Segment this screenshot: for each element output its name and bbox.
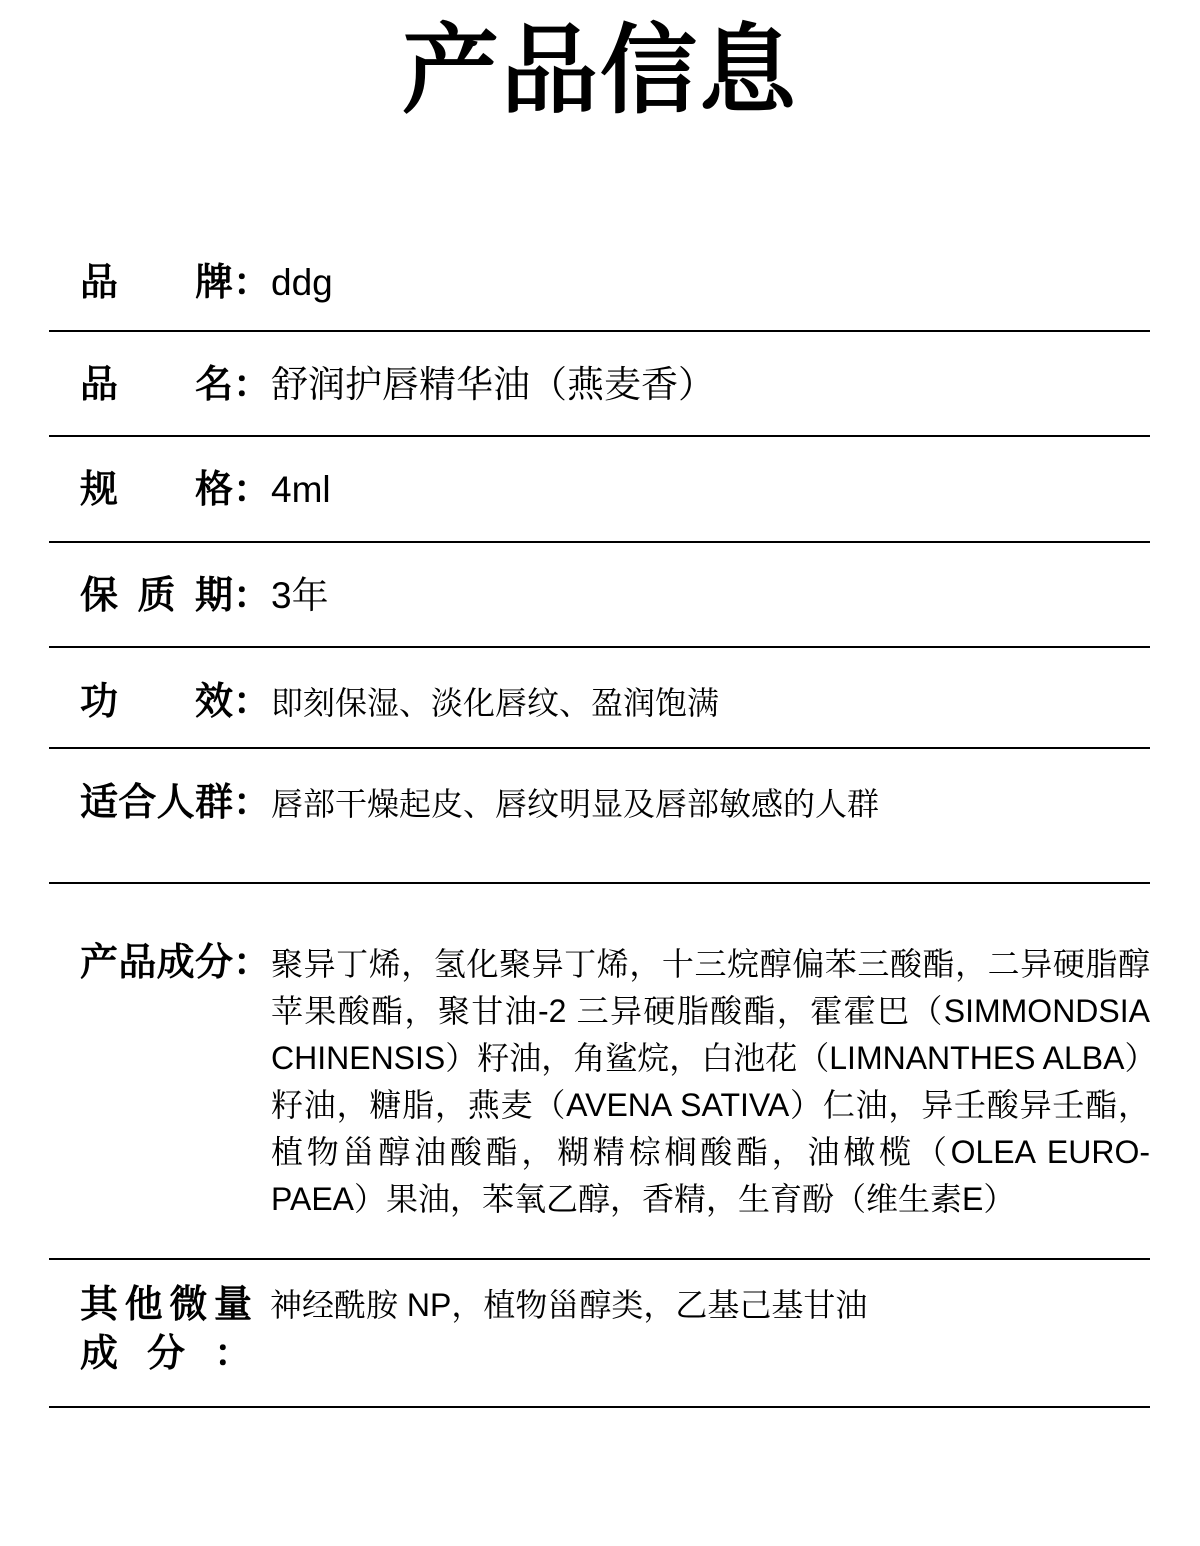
row-target-users: [49, 749, 1150, 884]
brand-value: ddg: [271, 262, 333, 303]
row-effect: [49, 648, 1150, 749]
ingredients-colon: ：: [233, 942, 272, 984]
effect-colon: ：: [233, 681, 272, 723]
trace-ingredients-label: [80, 1281, 252, 1379]
trace-ingredients-label-line2: 成分：: [80, 1333, 252, 1375]
ingredients-line: CHINENSIS）籽油，角鲨烷，白池花（LIMNANTHES ALBA）: [271, 1040, 1157, 1076]
ingredients-label: 产品成分: [80, 942, 233, 984]
shelf-life-label: 保质期: [80, 575, 233, 617]
spec-label: 规格: [80, 469, 233, 511]
brand-colon: ：: [233, 262, 272, 304]
page-title: 产品信息: [402, 16, 798, 125]
target-users-colon: ：: [233, 782, 272, 824]
trace-ingredients-colon: ：: [213, 1333, 252, 1375]
ingredients-value: [271, 941, 1157, 1223]
row-trace-ingredients: [49, 1260, 1150, 1408]
trace-ingredients-label-line1: 其他微量: [80, 1284, 252, 1326]
product-info-table: [49, 233, 1157, 1408]
row-ingredients: [49, 884, 1157, 1260]
target-users-label: 适合人群: [80, 782, 233, 824]
effect-label: 功效: [80, 681, 233, 723]
spec-value: 4ml: [271, 469, 331, 510]
row-spec: [49, 437, 1150, 543]
product-name-label: 品名: [80, 364, 233, 406]
ingredients-line: 籽油，糖脂，燕麦（AVENA SATIVA）仁油，异壬酸异壬酯，: [271, 1087, 1150, 1123]
shelf-life-colon: ：: [233, 575, 272, 617]
effect-value: 即刻保湿、淡化唇纹、盈润饱满: [271, 685, 720, 721]
ingredients-line: 植物甾醇油酸酯，糊精棕榈酸酯，油橄榄（OLEA EURO-: [271, 1134, 1150, 1170]
ingredients-line: PAEA）果油，苯氧乙醇，香精，生育酚（维生素E）: [271, 1181, 1016, 1217]
shelf-life-value: 3年: [271, 575, 329, 616]
product-name-colon: ：: [233, 364, 272, 406]
row-shelf-life: [49, 543, 1150, 648]
row-product-name: [49, 332, 1150, 437]
row-brand: [49, 233, 1150, 332]
ingredients-line: 苹果酸酯，聚甘油-2 三异硬脂酸酯，霍霍巴（SIMMONDSIA: [271, 993, 1150, 1029]
spec-colon: ：: [233, 469, 272, 511]
target-users-value: 唇部干燥起皮、唇纹明显及唇部敏感的人群: [271, 786, 880, 822]
trace-ingredients-value: 神经酰胺 NP，植物甾醇类，乙基己基甘油: [270, 1287, 868, 1323]
ingredients-line: 聚异丁烯，氢化聚异丁烯，十三烷醇偏苯三酸酯，二异硬脂醇: [271, 946, 1150, 982]
brand-label: 品牌: [80, 262, 233, 304]
product-name-value: 舒润护唇精华油（燕麦香）: [271, 364, 715, 405]
